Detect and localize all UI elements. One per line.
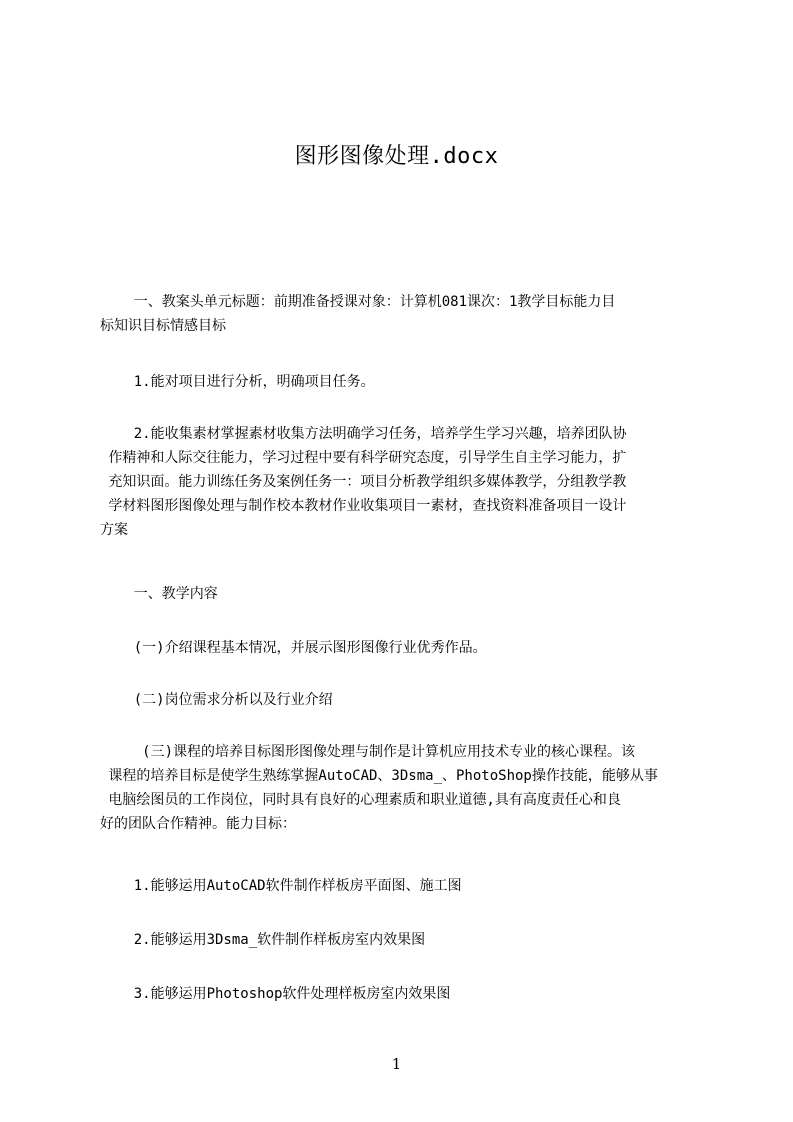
section-heading-teaching-content (100, 582, 698, 606)
page-number: 1 (391, 1055, 402, 1073)
paragraph-line: (一)介绍课程基本情况，并展示图形图像行业优秀作品。 (100, 640, 487, 656)
paragraph-line: 学材料图形图像处理与制作校本教材作业收集项目一素材，查找资料准备项目一设计 (100, 498, 627, 514)
paragraph-line: 电脑绘图员的工作岗位，同时具有良好的心理素质和职业道德,具有高度责任心和良 (100, 792, 621, 808)
paragraph-line: 1.能够运用AutoCAD软件制作样板房平面图、施工图 (100, 878, 462, 894)
paragraph-line: (二)岗位需求分析以及行业介绍 (100, 692, 333, 708)
paragraph-line: 3.能够运用Photoshop软件处理样板房室内效果图 (100, 986, 451, 1002)
paragraph-line: 充知识面。能力训练任务及案例任务一：项目分析教学组织多媒体教学，分组教学教 (100, 474, 627, 490)
paragraph-lesson-header (100, 290, 698, 338)
paragraph-line: 方案 (100, 522, 128, 538)
document-title: 图形图像处理.docx (294, 144, 499, 169)
paragraph-line: 2.能够运用3Dsma_软件制作样板房室内效果图 (100, 932, 426, 948)
paragraph-line: 一、教学内容 (100, 586, 218, 602)
paragraph-course-intro (100, 636, 698, 660)
paragraph-line: 一、教案头单元标题：前期准备授课对象：计算机081课次：1教学目标能力目 (100, 294, 616, 310)
paragraph-line: 课程的培养目标是使学生熟练掌握AutoCAD、3Dsma_、PhotoShop操作技能，能够从事 (100, 768, 658, 784)
paragraph-line: 好的团队合作精神。能力目标： (100, 816, 296, 832)
paragraph-objective-1 (100, 370, 698, 394)
paragraph-line: 标知识目标情感目标 (100, 318, 226, 334)
paragraph-line: 1.能对项目进行分析，明确项目任务。 (100, 374, 375, 390)
paragraph-training-goals (100, 740, 698, 836)
paragraph-job-analysis (100, 688, 698, 712)
paragraph-ability-1 (100, 874, 698, 898)
paragraph-line: 2.能收集素材掌握素材收集方法明确学习任务，培养学生学习兴趣，培养团队协 (100, 426, 627, 442)
paragraph-ability-3 (100, 982, 698, 1006)
paragraph-line: (三)课程的培养目标图形图像处理与制作是计算机应用技术专业的核心课程。该 (100, 744, 635, 760)
paragraph-ability-2 (100, 928, 698, 952)
paragraph-line: 作精神和人际交往能力，学习过程中要有科学研究态度，引导学生自主学习能力，扩 (100, 450, 627, 466)
paragraph-objective-2 (100, 422, 698, 542)
